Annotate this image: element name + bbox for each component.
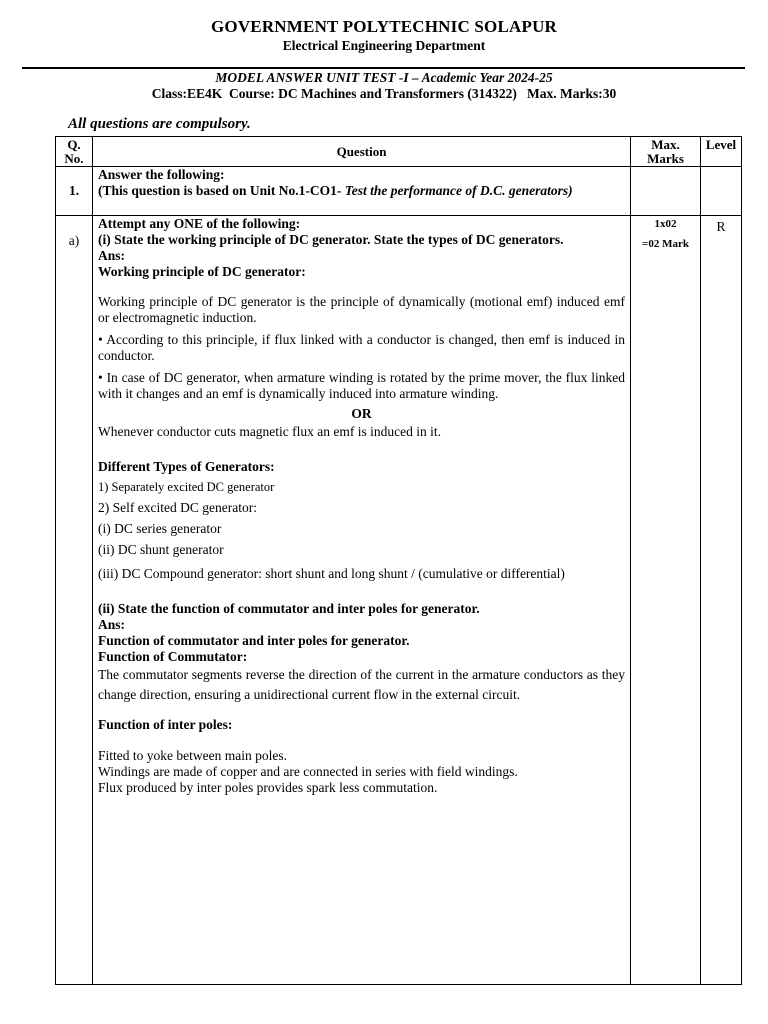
qa-ans-label-2: Ans: bbox=[98, 617, 126, 632]
q1-marks bbox=[631, 167, 701, 216]
principle-bullet-1: • According to this principle, if flux linked with a conductor is changed, then emf is induced in conductor. bbox=[98, 332, 625, 363]
interpoles-line-1: Fitted to yoke between main poles. bbox=[98, 748, 287, 763]
test-title bbox=[0, 70, 768, 86]
or-separator: OR bbox=[351, 406, 372, 421]
interpoles-heading: Function of inter poles: bbox=[98, 717, 233, 732]
type-compound: (iii) DC Compound generator: short shunt and long shunt / (cumulative or differential) bbox=[98, 566, 565, 581]
q1-number: 1. bbox=[56, 167, 93, 216]
type-separately-excited: 1) Separately excited DC generator bbox=[98, 480, 275, 494]
qa-attempt: Attempt any ONE of the following: bbox=[98, 216, 301, 231]
qa-question-ii: (ii) State the function of commutator and inter poles for generator. bbox=[98, 601, 480, 616]
working-principle-paragraph: Working principle of DC generator is the principle of dynamically (motional emf) induced emf or electromagnetic induction. bbox=[98, 294, 625, 325]
test-title-prefix: MODEL ANSWER UNIT TEST -I – bbox=[215, 70, 422, 85]
header-marks: Max. Marks bbox=[631, 137, 701, 167]
function-heading: Function of commutator and inter poles for generator. bbox=[98, 633, 410, 648]
qa-marks-formula: 1x02 bbox=[654, 218, 677, 230]
q1-based-on-co: Test the performance of D.C. generators) bbox=[344, 183, 573, 198]
interpoles-line-2: Windings are made of copper and are connected in series with field windings. bbox=[98, 764, 518, 779]
types-heading: Different Types of Generators: bbox=[98, 459, 275, 474]
class-course-line: Class:EE4K Course: DC Machines and Transformers (314322) Max. Marks:30 bbox=[151, 86, 617, 101]
qa-marks-total: =02 Mark bbox=[642, 238, 689, 250]
qa-marks bbox=[631, 216, 701, 985]
qa-label: a) bbox=[56, 216, 93, 985]
commutator-paragraph: The commutator segments reverse the direction of the current in the armature conductors as they change direction, ensuring a unidirectional current flow in the external circuit. bbox=[98, 667, 625, 702]
header-question: Question bbox=[93, 137, 631, 167]
commutator-heading: Function of Commutator: bbox=[98, 649, 248, 664]
q1-level bbox=[701, 167, 742, 216]
type-shunt: (ii) DC shunt generator bbox=[98, 542, 224, 557]
qa-ans-label-1: Ans: bbox=[98, 248, 126, 263]
q1-title: Answer the following: bbox=[98, 167, 225, 182]
department-title: Electrical Engineering Department bbox=[282, 38, 486, 53]
qa-level: R bbox=[701, 216, 742, 985]
principle-bullet-2: • In case of DC generator, when armature winding is rotated by the prime mover, the flux linked with it changes and an emf is dynamically induced into armature winding. bbox=[98, 370, 625, 401]
table-header-row bbox=[56, 137, 742, 167]
type-series: (i) DC series generator bbox=[98, 521, 222, 536]
table-row bbox=[56, 167, 742, 216]
qa-content bbox=[93, 216, 631, 985]
answer-table bbox=[55, 136, 742, 985]
table-row bbox=[56, 216, 742, 985]
qa-question-i: (i) State the working principle of DC generator. State the types of DC generators. bbox=[98, 232, 564, 247]
institute-title: GOVERNMENT POLYTECHNIC SOLAPUR bbox=[210, 17, 558, 36]
working-principle-heading: Working principle of DC generator: bbox=[98, 264, 306, 279]
instruction-note: All questions are compulsory. bbox=[68, 116, 251, 132]
q1-based-on bbox=[98, 183, 625, 199]
header-divider bbox=[22, 67, 745, 69]
whenever-statement: Whenever conductor cuts magnetic flux an emf is induced in it. bbox=[98, 424, 442, 439]
header-level: Level bbox=[701, 137, 742, 167]
test-title-year: Academic Year 2024-25 bbox=[421, 70, 553, 85]
q1-based-on-prefix: (This question is based on Unit No.1-CO1- bbox=[98, 183, 345, 198]
type-self-excited: 2) Self excited DC generator: bbox=[98, 500, 257, 515]
q1-description bbox=[93, 167, 631, 216]
header-qno: Q. No. bbox=[56, 137, 93, 167]
interpoles-line-3: Flux produced by inter poles provides spark less commutation. bbox=[98, 780, 438, 795]
